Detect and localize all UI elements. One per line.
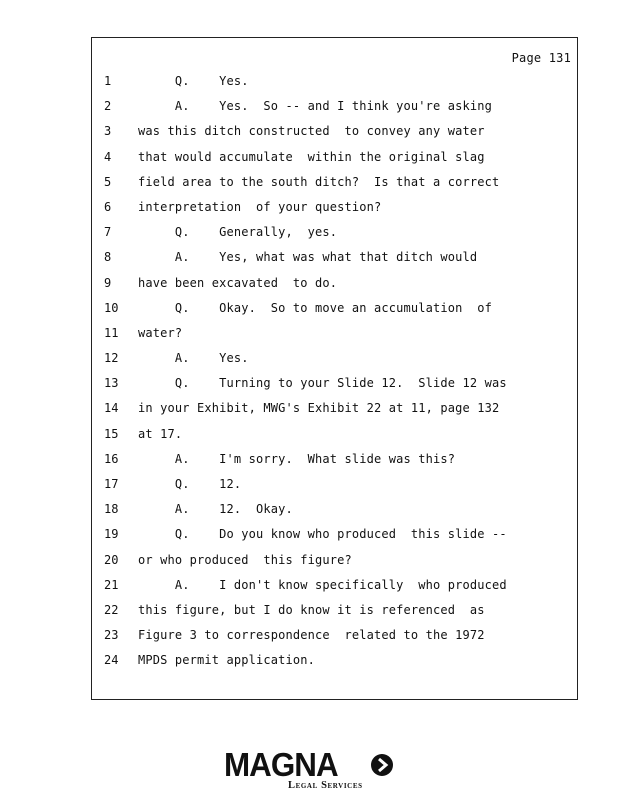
transcript-line bbox=[92, 425, 577, 450]
line-number: 21 bbox=[104, 577, 119, 592]
line-text: A. 12. Okay. bbox=[138, 502, 293, 517]
transcript-line bbox=[92, 450, 577, 475]
transcript-line bbox=[92, 198, 577, 223]
transcript-line bbox=[92, 626, 577, 651]
transcript-line bbox=[92, 122, 577, 147]
page-number: Page 131 bbox=[511, 51, 571, 65]
line-text: Q. Generally, yes. bbox=[138, 225, 338, 240]
transcript-page bbox=[91, 37, 578, 700]
line-number: 5 bbox=[104, 174, 112, 189]
line-number: 1 bbox=[104, 74, 112, 88]
logo-tagline: Legal Services bbox=[288, 780, 363, 791]
line-text: A. I'm sorry. What slide was this? bbox=[138, 451, 456, 466]
line-number: 14 bbox=[104, 401, 119, 416]
line-number: 24 bbox=[104, 653, 119, 668]
line-text: Q. Okay. So to move an accumulation of bbox=[138, 300, 492, 315]
line-text: have been excavated to do. bbox=[138, 275, 338, 290]
transcript-line bbox=[92, 601, 577, 626]
line-text: A. Yes. So -- and I think you're asking bbox=[138, 99, 492, 114]
line-text: Q. Do you know who produced this slide -- bbox=[138, 527, 507, 542]
line-text: this figure, but I do know it is referenced as bbox=[138, 602, 485, 617]
transcript-line bbox=[92, 374, 577, 399]
line-number: 11 bbox=[104, 325, 119, 340]
line-text: at 17. bbox=[138, 426, 183, 441]
line-text: was this ditch constructed to convey any water bbox=[138, 124, 485, 139]
line-text: Q. Yes. bbox=[138, 74, 249, 88]
line-number: 3 bbox=[104, 124, 112, 139]
line-number: 7 bbox=[104, 225, 112, 240]
line-number: 12 bbox=[104, 351, 119, 366]
line-number: 17 bbox=[104, 477, 119, 491]
line-number: 19 bbox=[104, 527, 119, 542]
line-number: 23 bbox=[104, 628, 119, 643]
transcript-line bbox=[92, 500, 577, 525]
transcript-line bbox=[92, 349, 577, 374]
line-text: field area to the south ditch? Is that a correct bbox=[138, 174, 500, 189]
transcript-line bbox=[92, 223, 577, 248]
transcript-line bbox=[92, 551, 577, 576]
line-text: water? bbox=[138, 325, 183, 340]
transcript-line bbox=[92, 525, 577, 550]
transcript-line bbox=[92, 248, 577, 273]
line-number: 13 bbox=[104, 376, 119, 391]
line-number: 18 bbox=[104, 502, 119, 517]
line-text: Q. 12. bbox=[138, 477, 242, 491]
line-number: 10 bbox=[104, 300, 119, 315]
transcript-line bbox=[92, 475, 577, 500]
line-text: that would accumulate within the original slag bbox=[138, 149, 485, 164]
transcript-line bbox=[92, 324, 577, 349]
transcript-line bbox=[92, 72, 577, 97]
line-text: Q. Turning to your Slide 12. Slide 12 was bbox=[138, 376, 507, 391]
transcript-line bbox=[92, 299, 577, 324]
line-number: 20 bbox=[104, 552, 119, 567]
arrow-circle-icon bbox=[370, 753, 394, 777]
transcript-line bbox=[92, 97, 577, 122]
line-text: MPDS permit application. bbox=[138, 653, 315, 668]
transcript-line bbox=[92, 399, 577, 424]
line-number: 16 bbox=[104, 451, 119, 466]
line-number: 9 bbox=[104, 275, 112, 290]
logo-wordmark: MAGNA bbox=[224, 746, 338, 783]
line-text: interpretation of your question? bbox=[138, 199, 382, 214]
transcript-line bbox=[92, 576, 577, 601]
line-number: 4 bbox=[104, 149, 112, 164]
line-text: A. Yes. bbox=[138, 351, 249, 366]
magna-logo bbox=[224, 747, 399, 793]
transcript-line bbox=[92, 274, 577, 299]
line-text: A. I don't know specifically who produced bbox=[138, 577, 507, 592]
line-text: in your Exhibit, MWG's Exhibit 22 at 11, page 132 bbox=[138, 401, 500, 416]
line-number: 22 bbox=[104, 602, 119, 617]
line-number: 8 bbox=[104, 250, 112, 265]
transcript-line bbox=[92, 148, 577, 173]
line-text: or who produced this figure? bbox=[138, 552, 352, 567]
line-text: A. Yes, what was what that ditch would bbox=[138, 250, 478, 265]
line-number: 2 bbox=[104, 99, 112, 114]
transcript-line bbox=[92, 173, 577, 198]
line-text: Figure 3 to correspondence related to the 1972 bbox=[138, 628, 485, 643]
line-number: 6 bbox=[104, 199, 112, 214]
transcript-lines bbox=[92, 72, 577, 677]
transcript-line bbox=[92, 651, 577, 676]
line-number: 15 bbox=[104, 426, 119, 441]
